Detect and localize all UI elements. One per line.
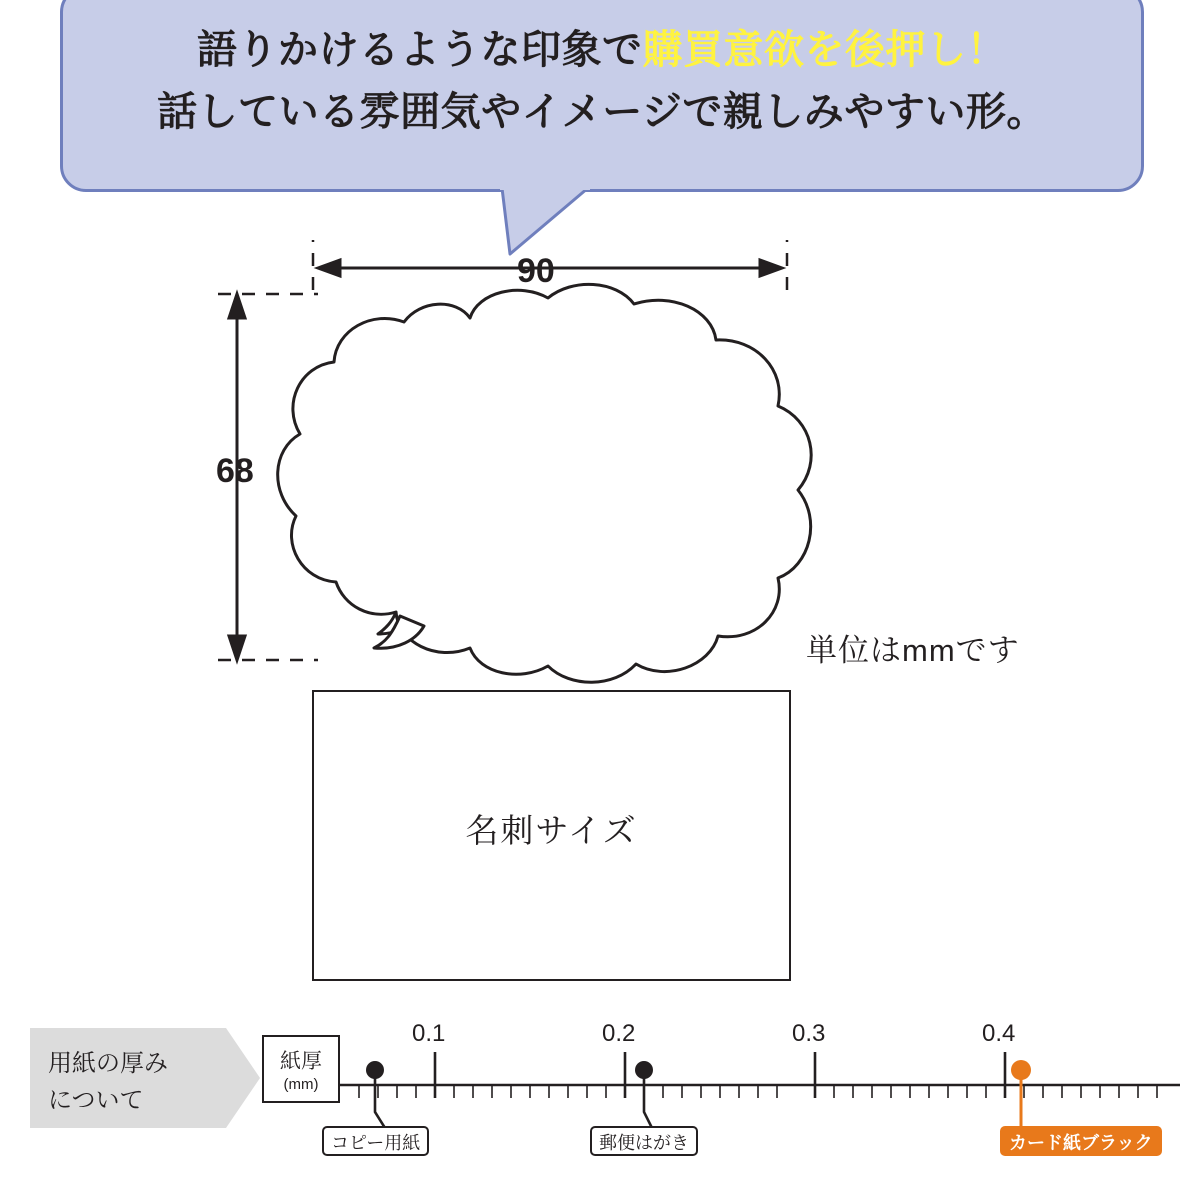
scale-tick-3: 0.4 <box>982 1020 1016 1047</box>
marker-label-postcard: 郵便はがき <box>590 1126 698 1156</box>
thickness-heading-line2: について <box>48 1087 144 1115</box>
marker-label-copy-paper: コピー用紙 <box>322 1126 429 1156</box>
scale-tick-0: 0.1 <box>412 1020 446 1047</box>
business-card-size-label: 名刺サイズ <box>465 812 638 849</box>
scale-tick-2: 0.3 <box>792 1020 826 1047</box>
speech-bubble-shape-drawing <box>0 230 1200 690</box>
business-card-size-box <box>312 690 791 981</box>
callout-line2: 話している雰囲気やイメージで親しみやすい形。 <box>157 90 1047 134</box>
unit-note: 単位はmmです <box>806 633 1020 668</box>
callout-line1-before: 語りかけるような印象で <box>197 28 643 72</box>
thickness-heading-line1: 用紙の厚み <box>48 1050 168 1077</box>
marker-label-card-black: カード紙ブラック <box>1000 1126 1162 1156</box>
callout-banner <box>60 0 1144 192</box>
paper-thickness-label: 紙厚 <box>280 1050 322 1073</box>
dimension-diagram <box>0 230 1200 690</box>
thickness-ruler <box>0 1000 1200 1200</box>
callout-text <box>63 19 1141 143</box>
scale-tick-1: 0.2 <box>602 1020 636 1047</box>
paper-thickness-section <box>0 1000 1200 1200</box>
callout-line1-highlight: 購買意欲を後押し！ <box>642 28 1007 72</box>
width-dimension-label: 90 <box>517 252 555 290</box>
callout-line1 <box>197 28 1007 72</box>
height-dimension-label: 68 <box>216 452 254 490</box>
paper-thickness-unit: (mm) <box>283 1076 319 1093</box>
